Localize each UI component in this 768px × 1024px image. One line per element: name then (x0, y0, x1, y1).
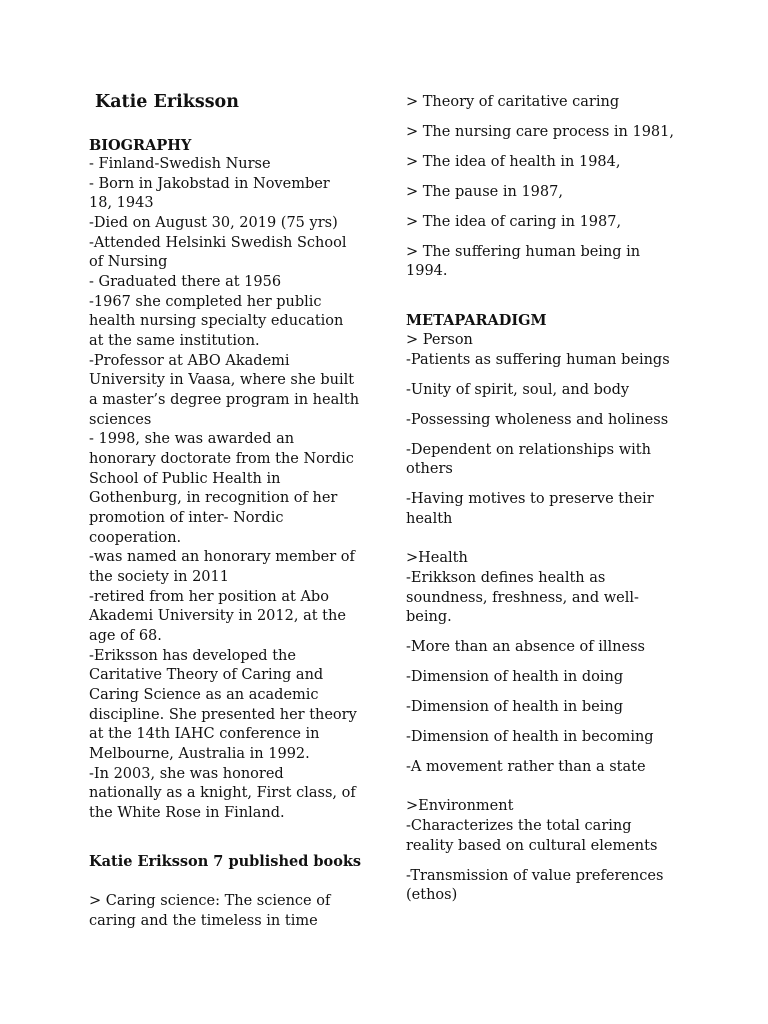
biography-line: - 1998, she was awarded an (89, 431, 295, 447)
book-item: > Theory of caritative caring (406, 94, 620, 110)
biography-line: at the 14th IAHC conference in (89, 726, 320, 742)
biography-line: discipline. She presented her theory (89, 707, 357, 723)
book-item: caring and the timeless in time (89, 913, 318, 929)
biography-line: 18, 1943 (89, 195, 154, 211)
person-line: -Possessing wholeness and holiness (406, 412, 669, 428)
biography-line: -was named an honorary member of (89, 549, 355, 565)
person-line: others (406, 461, 453, 477)
book-item: > The idea of health in 1984, (406, 154, 621, 170)
book-item: > Caring science: The science of (89, 893, 331, 909)
biography-line: Akademi University in 2012, at the (89, 608, 346, 624)
biography-line: Caritative Theory of Caring and (89, 667, 324, 683)
biography-line: health nursing specialty education (89, 313, 344, 329)
biography-line: - Born in Jakobstad in November (89, 176, 330, 192)
person-line: -Unity of spirit, soul, and body (406, 382, 630, 398)
biography-line: - Graduated there at 1956 (89, 274, 282, 290)
biography-line: cooperation. (89, 530, 182, 546)
biography-line: -In 2003, she was honored (89, 766, 284, 782)
biography-line: -retired from her position at Abo (89, 589, 329, 605)
biography-line: Melbourne, Australia in 1992. (89, 746, 310, 762)
biography-line: - Finland-Swedish Nurse (89, 156, 271, 172)
page-title: Katie Eriksson (95, 92, 239, 112)
health-line: -Erikkson defines health as (406, 570, 606, 586)
biography-line: School of Public Health in (89, 471, 281, 487)
person-line: -Having motives to preserve their (406, 491, 654, 507)
person-line: -Patients as suffering human beings (406, 352, 670, 368)
book-item: > The suffering human being in (406, 244, 641, 260)
biography-line: -1967 she completed her public (89, 294, 322, 310)
biography-line: -Died on August 30, 2019 (75 yrs) (89, 215, 338, 231)
biography-line: promotion of inter- Nordic (89, 510, 284, 526)
biography-line: University in Vaasa, where she built (89, 372, 355, 388)
health-label: >Health (406, 550, 468, 566)
biography-line: Caring Science as an academic (89, 687, 319, 703)
health-line: -A movement rather than a state (406, 759, 646, 775)
environment-line: (ethos) (406, 887, 458, 903)
health-line: being. (406, 609, 452, 625)
biography-line: of Nursing (89, 254, 168, 270)
health-line: -Dimension of health in doing (406, 669, 624, 685)
person-line: health (406, 511, 453, 527)
biography-line: the White Rose in Finland. (89, 805, 285, 821)
environment-line: -Characterizes the total caring (406, 818, 632, 834)
biography-line: nationally as a knight, First class, of (89, 785, 356, 801)
biography-line: -Attended Helsinki Swedish School (89, 235, 347, 251)
biography-line: -Professor at ABO Akademi (89, 353, 290, 369)
person-label: > Person (406, 332, 473, 348)
person-line: -Dependent on relationships with (406, 442, 651, 458)
environment-line: reality based on cultural elements (406, 838, 658, 854)
biography-line: -Eriksson has developed the (89, 648, 296, 664)
metaparadigm-heading: METAPARADIGM (406, 312, 547, 329)
biography-line: Gothenburg, in recognition of her (89, 490, 338, 506)
book-item: > The nursing care process in 1981, (406, 124, 674, 140)
book-item: > The idea of caring in 1987, (406, 214, 622, 230)
book-item: > The pause in 1987, (406, 184, 563, 200)
health-line: -Dimension of health in becoming (406, 729, 654, 745)
books-heading: Katie Eriksson 7 published books (89, 853, 362, 870)
biography-heading: BIOGRAPHY (89, 137, 192, 154)
biography-line: at the same institution. (89, 333, 260, 349)
biography-line: age of 68. (89, 628, 162, 644)
health-line: -More than an absence of illness (406, 639, 645, 655)
health-line: -Dimension of health in being (406, 699, 623, 715)
biography-line: honorary doctorate from the Nordic (89, 451, 354, 467)
biography-line: the society in 2011 (89, 569, 229, 585)
environment-line: -Transmission of value preferences (406, 868, 664, 884)
book-item: 1994. (406, 263, 448, 279)
health-line: soundness, freshness, and well- (406, 590, 639, 606)
environment-label: >Environment (406, 798, 514, 814)
biography-line: a master’s degree program in health (89, 392, 360, 408)
biography-line: sciences (89, 412, 152, 428)
